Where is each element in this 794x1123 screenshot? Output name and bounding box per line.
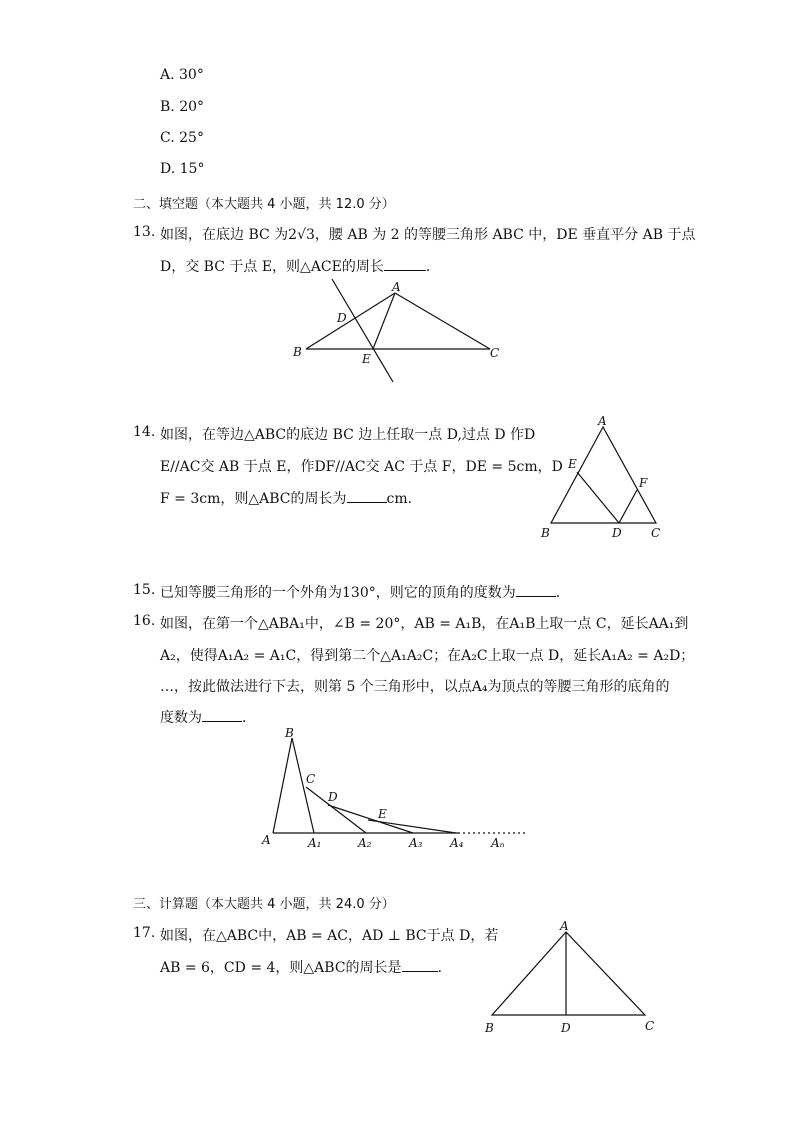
- q16-text-line3: …，按此做法进行下去，则第 5 个三角形中，以点A₄为顶点的等腰三角形的底角的: [160, 679, 670, 695]
- q13-label-b: B: [293, 345, 302, 359]
- q16-label-an: Aₙ: [491, 836, 505, 850]
- q17-triangle-abc: [492, 932, 645, 1015]
- q16-label-e: E: [378, 807, 387, 821]
- q16-text-line4: 度数为 ．: [160, 707, 256, 727]
- q15-text-line1: 已知等腰三角形的一个外角为130°，则它的顶角的度数为 ．: [160, 582, 570, 602]
- q13-label-a: A: [392, 280, 401, 294]
- q15-number: 15.: [133, 582, 156, 598]
- q14-text-line3: F = 3cm，则△ABC的周长为 cm．: [160, 488, 422, 508]
- q16-label-c: C: [306, 772, 316, 786]
- q14-label-b: B: [541, 526, 550, 540]
- q16-seg-da3: [328, 805, 413, 833]
- q16-figure: [258, 725, 538, 855]
- q14-label-f: F: [639, 476, 648, 490]
- option-b: B. 20°: [160, 99, 205, 115]
- q13-number: 13.: [133, 224, 156, 240]
- q16-answer-blank[interactable]: [202, 707, 242, 722]
- q13-perpendicular-bisector: [332, 279, 393, 382]
- q14-number: 14.: [133, 424, 156, 440]
- option-c: C. 25°: [160, 130, 204, 146]
- q14-seg-df: [619, 490, 637, 523]
- q16-label-a1: A₁: [308, 836, 322, 850]
- q14-answer-blank[interactable]: [347, 488, 387, 503]
- q13-answer-blank[interactable]: [384, 256, 426, 271]
- q13-seg-ab: [306, 293, 395, 349]
- option-a: A. 30°: [160, 67, 204, 83]
- q17-label-b: B: [485, 1021, 494, 1035]
- q13-label-e: E: [362, 352, 371, 366]
- q16-text-line1: 如图，在第一个△ABA₁中，∠B = 20°，AB = A₁B，在A₁B上取一点 C，延长AA₁到: [160, 616, 689, 632]
- q13-seg-ac: [395, 293, 490, 349]
- q16-label-a: A: [262, 833, 271, 847]
- q17-number: 17.: [133, 925, 156, 941]
- q17-label-d: D: [561, 1021, 571, 1035]
- q16-text-line2: A₂，使得A₁A₂ = A₁C，得到第二个△A₁A₂C；在A₂C上取一点 D，延长A₁A₂ = A₂D；: [160, 648, 695, 664]
- q13-label-d: D: [337, 311, 347, 325]
- q13-seg-ae: [373, 293, 395, 349]
- q14-text-line1: 如图，在等边△ABC的底边 BC 边上任取一点 D,过点 D 作D: [160, 427, 536, 443]
- q14-figure: [535, 410, 675, 545]
- q14-label-d: D: [612, 526, 622, 540]
- q14-label-a: A: [598, 414, 607, 428]
- q17-text-line1: 如图，在△ABC中，AB = AC，AD ⊥ BC于点 D，若: [160, 928, 499, 944]
- q13-figure: [285, 275, 515, 385]
- q13-label-c: C: [490, 346, 500, 360]
- q17-label-a: A: [560, 919, 569, 933]
- q17-answer-blank[interactable]: [402, 957, 438, 972]
- q14-seg-de: [577, 472, 619, 523]
- q13-text-line2: D，交 BC 于点 E，则△ACE的周长 ．: [160, 256, 440, 276]
- q14-label-c: C: [651, 526, 661, 540]
- section-title-calculation: 三、计算题（本大题共 4 小题，共 24.0 分）: [133, 897, 395, 912]
- q14-label-e: E: [568, 457, 577, 471]
- q16-label-a4: A₄: [450, 836, 464, 850]
- q13-text-line1: 如图，在底边 BC 为2√3，腰 AB 为 2 的等腰三角形 ABC 中，DE 垂直平分 AB 于点: [160, 227, 696, 243]
- q17-text-line2: AB = 6，CD = 4，则△ABC的周长是 ．: [160, 957, 452, 977]
- q16-label-b: B: [285, 726, 294, 740]
- q16-label-d: D: [328, 790, 338, 804]
- section-title-fill-blank: 二、填空题（本大题共 4 小题，共 12.0 分）: [133, 197, 395, 212]
- q16-seg-ab: [273, 738, 292, 833]
- q16-label-a3: A₃: [409, 836, 423, 850]
- option-d: D. 15°: [160, 161, 205, 177]
- q14-text-line2: E//AC交 AB 于点 E，作DF//AC交 AC 于点 F，DE = 5cm，D: [160, 459, 563, 475]
- q16-number: 16.: [133, 613, 156, 629]
- q16-seg-ea4: [368, 820, 456, 833]
- q14-triangle-abc: [551, 427, 656, 523]
- q15-answer-blank[interactable]: [516, 582, 556, 597]
- q17-label-c: C: [645, 1019, 655, 1033]
- q17-figure: [478, 915, 668, 1040]
- q16-label-a2: A₂: [358, 836, 372, 850]
